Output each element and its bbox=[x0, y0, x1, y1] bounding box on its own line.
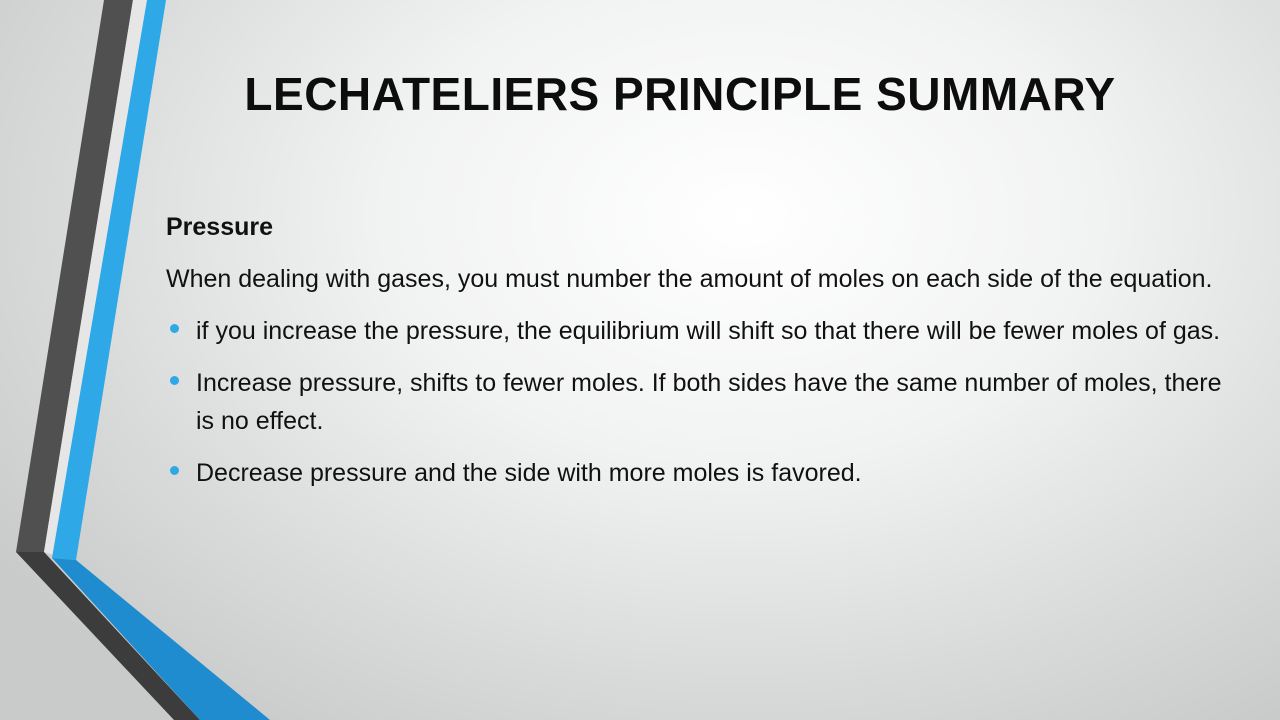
bullet-dot-icon bbox=[170, 466, 179, 475]
bullet-item bbox=[166, 312, 1226, 350]
dark-stripe-lower bbox=[16, 552, 200, 720]
bullet-dot-icon bbox=[170, 376, 179, 385]
bullet-list bbox=[166, 312, 1226, 492]
bullet-text: Decrease pressure and the side with more moles is favored. bbox=[196, 459, 862, 487]
section-heading: Pressure bbox=[166, 213, 274, 241]
bullet-text: Increase pressure, shifts to fewer moles. If both sides have the same number of moles, there is no effect. bbox=[196, 369, 1222, 435]
slide-body bbox=[166, 208, 1226, 506]
bullet-item bbox=[166, 454, 1226, 492]
slide-title: LECHATELIERS PRINCIPLE SUMMARY bbox=[244, 68, 1116, 120]
bullet-item bbox=[166, 364, 1226, 440]
bullet-dot-icon bbox=[170, 324, 179, 333]
intro-paragraph: When dealing with gases, you must number the amount of moles on each side of the equation. bbox=[166, 265, 1213, 293]
bullet-text: if you increase the pressure, the equilibrium will shift so that there will be fewer moles of gas. bbox=[196, 317, 1221, 345]
